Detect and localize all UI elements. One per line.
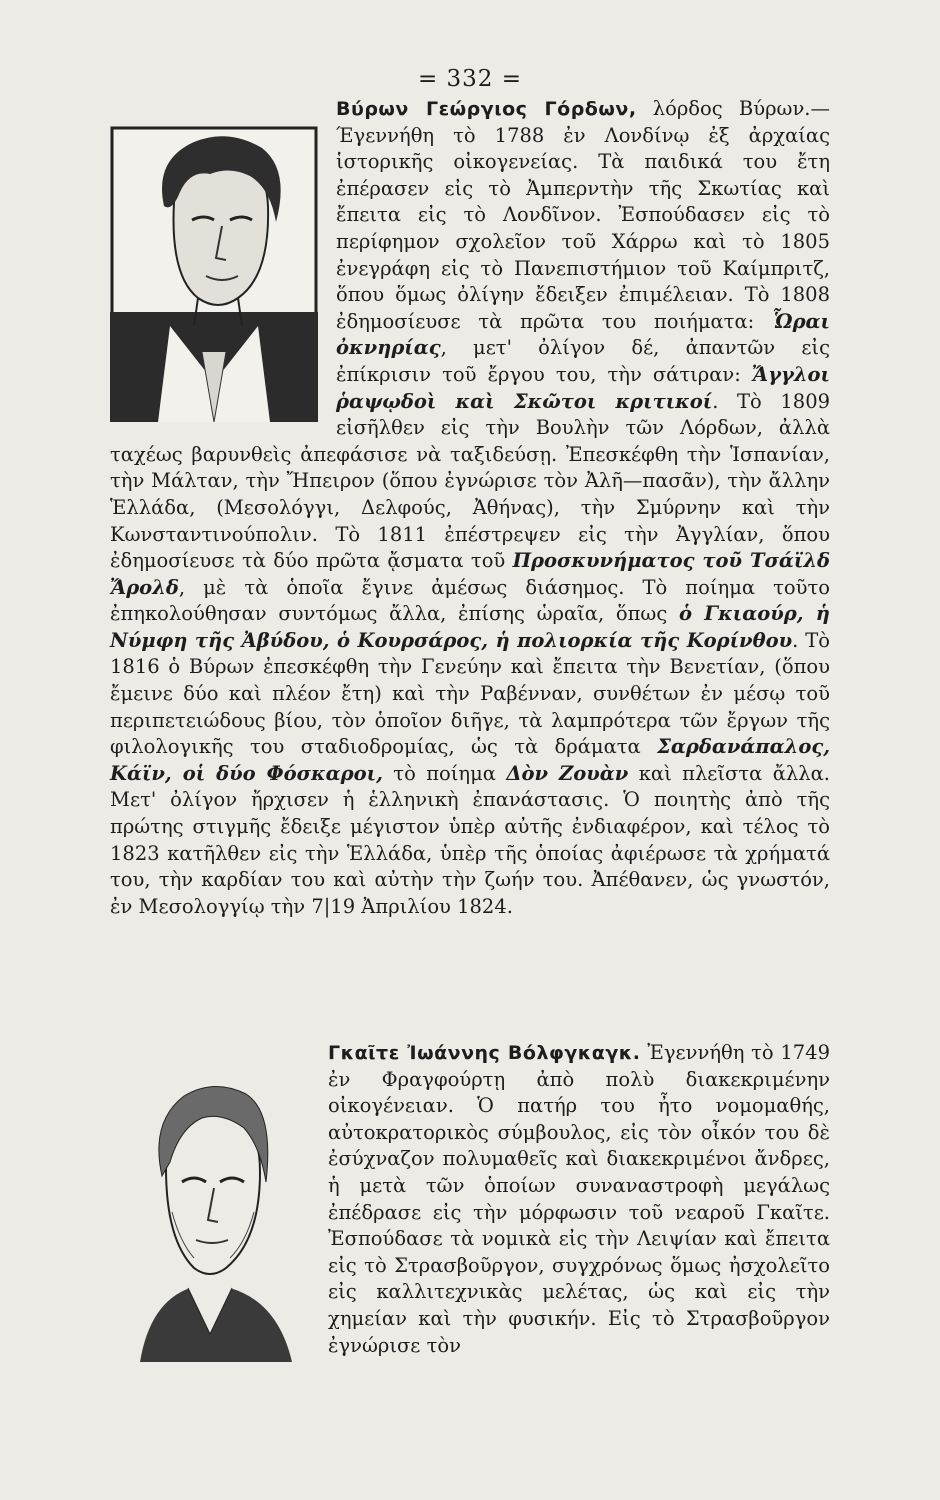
byron-title-5: Σαρδανάπαλος, Κάϊν, οἱ δύο Φόσκαροι, (110, 735, 830, 785)
byron-title-4: ὁ Γκιαούρ, ἡ Νύμφη τῆς Ἀβύδου, ὁ Κουρσάρος, ἡ πολιορκία τῆς Κορίνθου (110, 602, 830, 652)
goethe-portrait (110, 1072, 310, 1362)
byron-entry (110, 96, 830, 920)
goethe-text: Ἐγεννήθη τὸ 1749 ἐν Φραγφούρτῃ ἀπὸ πολὺ διακεκριμένην οἰκογένειαν. Ὁ πατήρ του ἦτο νομομαθής, αὐτοκρατορικὸς σύμβουλος, εἰς τὸν οἶκόν του δὲ ἐσύχναζον πολυμαθεῖς καὶ διακεκριμένοι ἄνδρες, ἡ μετὰ τῶν ὁποίων συναναστροφὴ μεγάλως ἐπέδρασε εἰς τὴν μόρφωσιν τοῦ νεαροῦ Γκαῖτε. Ἐσπούδασε τὰ νομικὰ εἰς τὴν Λειψίαν καὶ ἔπειτα εἰς τὸ Στρασβοῦργον, συγχρόνως ὅμως ἠσχολεῖτο εἰς καλλιτεχνικὰς μελέτας, ὡς καὶ εἰς τὴν χημείαν καὶ τὴν φυσικήν. Εἰς τὸ Στρασβοῦργον ἐγνώρισε τὸν (328, 1041, 830, 1357)
byron-text-2: , μετ' ὀλίγον δέ, ἀπαντῶν εἰς ἐπίκρισιν τοῦ ἔργου του, τὴν σάτιραν: (336, 336, 830, 386)
byron-portrait (110, 126, 318, 422)
byron-text-7: καὶ πλεῖστα ἄλλα. Μετ' ὀλίγον ἤρχισεν ἡ ἑλληνικὴ ἐπανάστασις. Ὁ ποιητὴς ἀπὸ τῆς πρώτης στιγμῆς ἔδειξε μέγιστον ὑπὲρ αὐτῆς ἐνδιαφέρον, καὶ τέλος τὸ 1823 κατῆλθεν εἰς τὴν Ἑλλάδα, ὑπὲρ τῆς ὁποίας ἀφιέρωσε τὰ χρήματά του, τὴν καρδίαν του καὶ αὐτὴν τὴν ζωήν του. Ἀπέθανεν, ὡς γνωστόν, ἐν Μεσολογγίῳ τὴν 7|19 Ἀπριλίου 1824. (110, 761, 830, 918)
goethe-headword: Γκαῖτε Ἰωάννης Βόλφγκαγκ. (328, 1042, 641, 1064)
byron-title-6: Δὸν Ζουὰν (506, 761, 629, 785)
byron-headword: Βύρων Γεώργιος Γόρδων, (336, 98, 637, 120)
byron-text-3: . Τὸ 1809 εἰσῆλθεν εἰς τὴν Βουλὴν τῶν Λόρδων, ἀλλὰ ταχέως βαρυνθεὶς ἀπεφάσισε νὰ ταξιδεύσῃ. Ἐπεσκέφθη τὴν Ἱσπανίαν, τὴν Μάλταν, τὴν Ἤπειρον (ὅπου ἐγνώρισε τὸν Ἀλῆ—πασᾶν), τὴν ἄλλην Ἑλλάδα, (Μεσολόγγι, Δελφούς, Ἀθήνας), τὴν Σμύρνην καὶ τὴν Κωνσταντινούπολιν. Τὸ 1811 ἐπέστρεψεν εἰς τὴν Ἀγγλίαν, ὅπου ἐδημοσίευσε τὰ δύο πρῶτα ᾄσματα τοῦ (110, 389, 831, 573)
byron-text-1: λόρδος Βύρων.—Έγεννήθη τὸ 1788 ἐν Λονδίνῳ ἐξ ἀρχαίας ἱστορικῆς οἰκογενείας. Τὰ παιδικά του ἔτη ἐπέρασεν εἰς τὸ Ἀμπερντὴν τῆς Σκωτίας καὶ ἔπειτα εἰς τὸ Λονδῖνον. Ἐσπούδασεν εἰς τὸ περίφημον σχολεῖον τοῦ Χάρρω καὶ τὸ 1805 ἐνεγράφη εἰς τὸ Πανεπιστήμιον τοῦ Καίμπριτζ, ὅπου ὅμως ὀλίγην ἔδειξεν ἐπιμέλειαν. Τὸ 1808 ἐδημοσίευσε τὰ πρῶτα του ποιήματα: (336, 97, 831, 333)
byron-title-1: Ὧραι ὀκνηρίας (336, 309, 830, 360)
byron-text-6: τὸ ποίημα (382, 761, 507, 785)
byron-text-5: . Τὸ 1816 ὁ Βύρων ἐπεσκέφθη τὴν Γενεύην καὶ ἔπειτα τὴν Βενετίαν, (ὅπου ἔμεινε δύο καὶ πλέον ἔτη) καὶ τὴν Ραβένναν, συνθέτων ἐν μέσῳ τοῦ περιπετειώδους βίου, τὸν ὁποῖον διῆγε, τὰ λαμπρότερα τῶν ἔργων τῆς φιλολογικῆς του σταδιοδρομίας, ὡς τὰ δράματα (110, 628, 830, 759)
page-number: = 332 = (417, 66, 523, 92)
byron-text-4: , μὲ τὰ ὁποῖα ἔγινε ἀμέσως διάσημος. Τὸ ποίημα τοῦτο ἐπηκολούθησαν συντόμως ἄλλα, ἐπίσης ὡραῖα, ὅπως (110, 575, 830, 626)
byron-title-2: Ἄγγλοι ῥαψῳδοὶ καὶ Σκῶτοι κριτικοί (336, 362, 830, 413)
byron-title-3: Προσκυνήματος τοῦ Τσάϊλδ Ἄρολδ (110, 549, 830, 599)
goethe-entry (110, 1040, 830, 1368)
